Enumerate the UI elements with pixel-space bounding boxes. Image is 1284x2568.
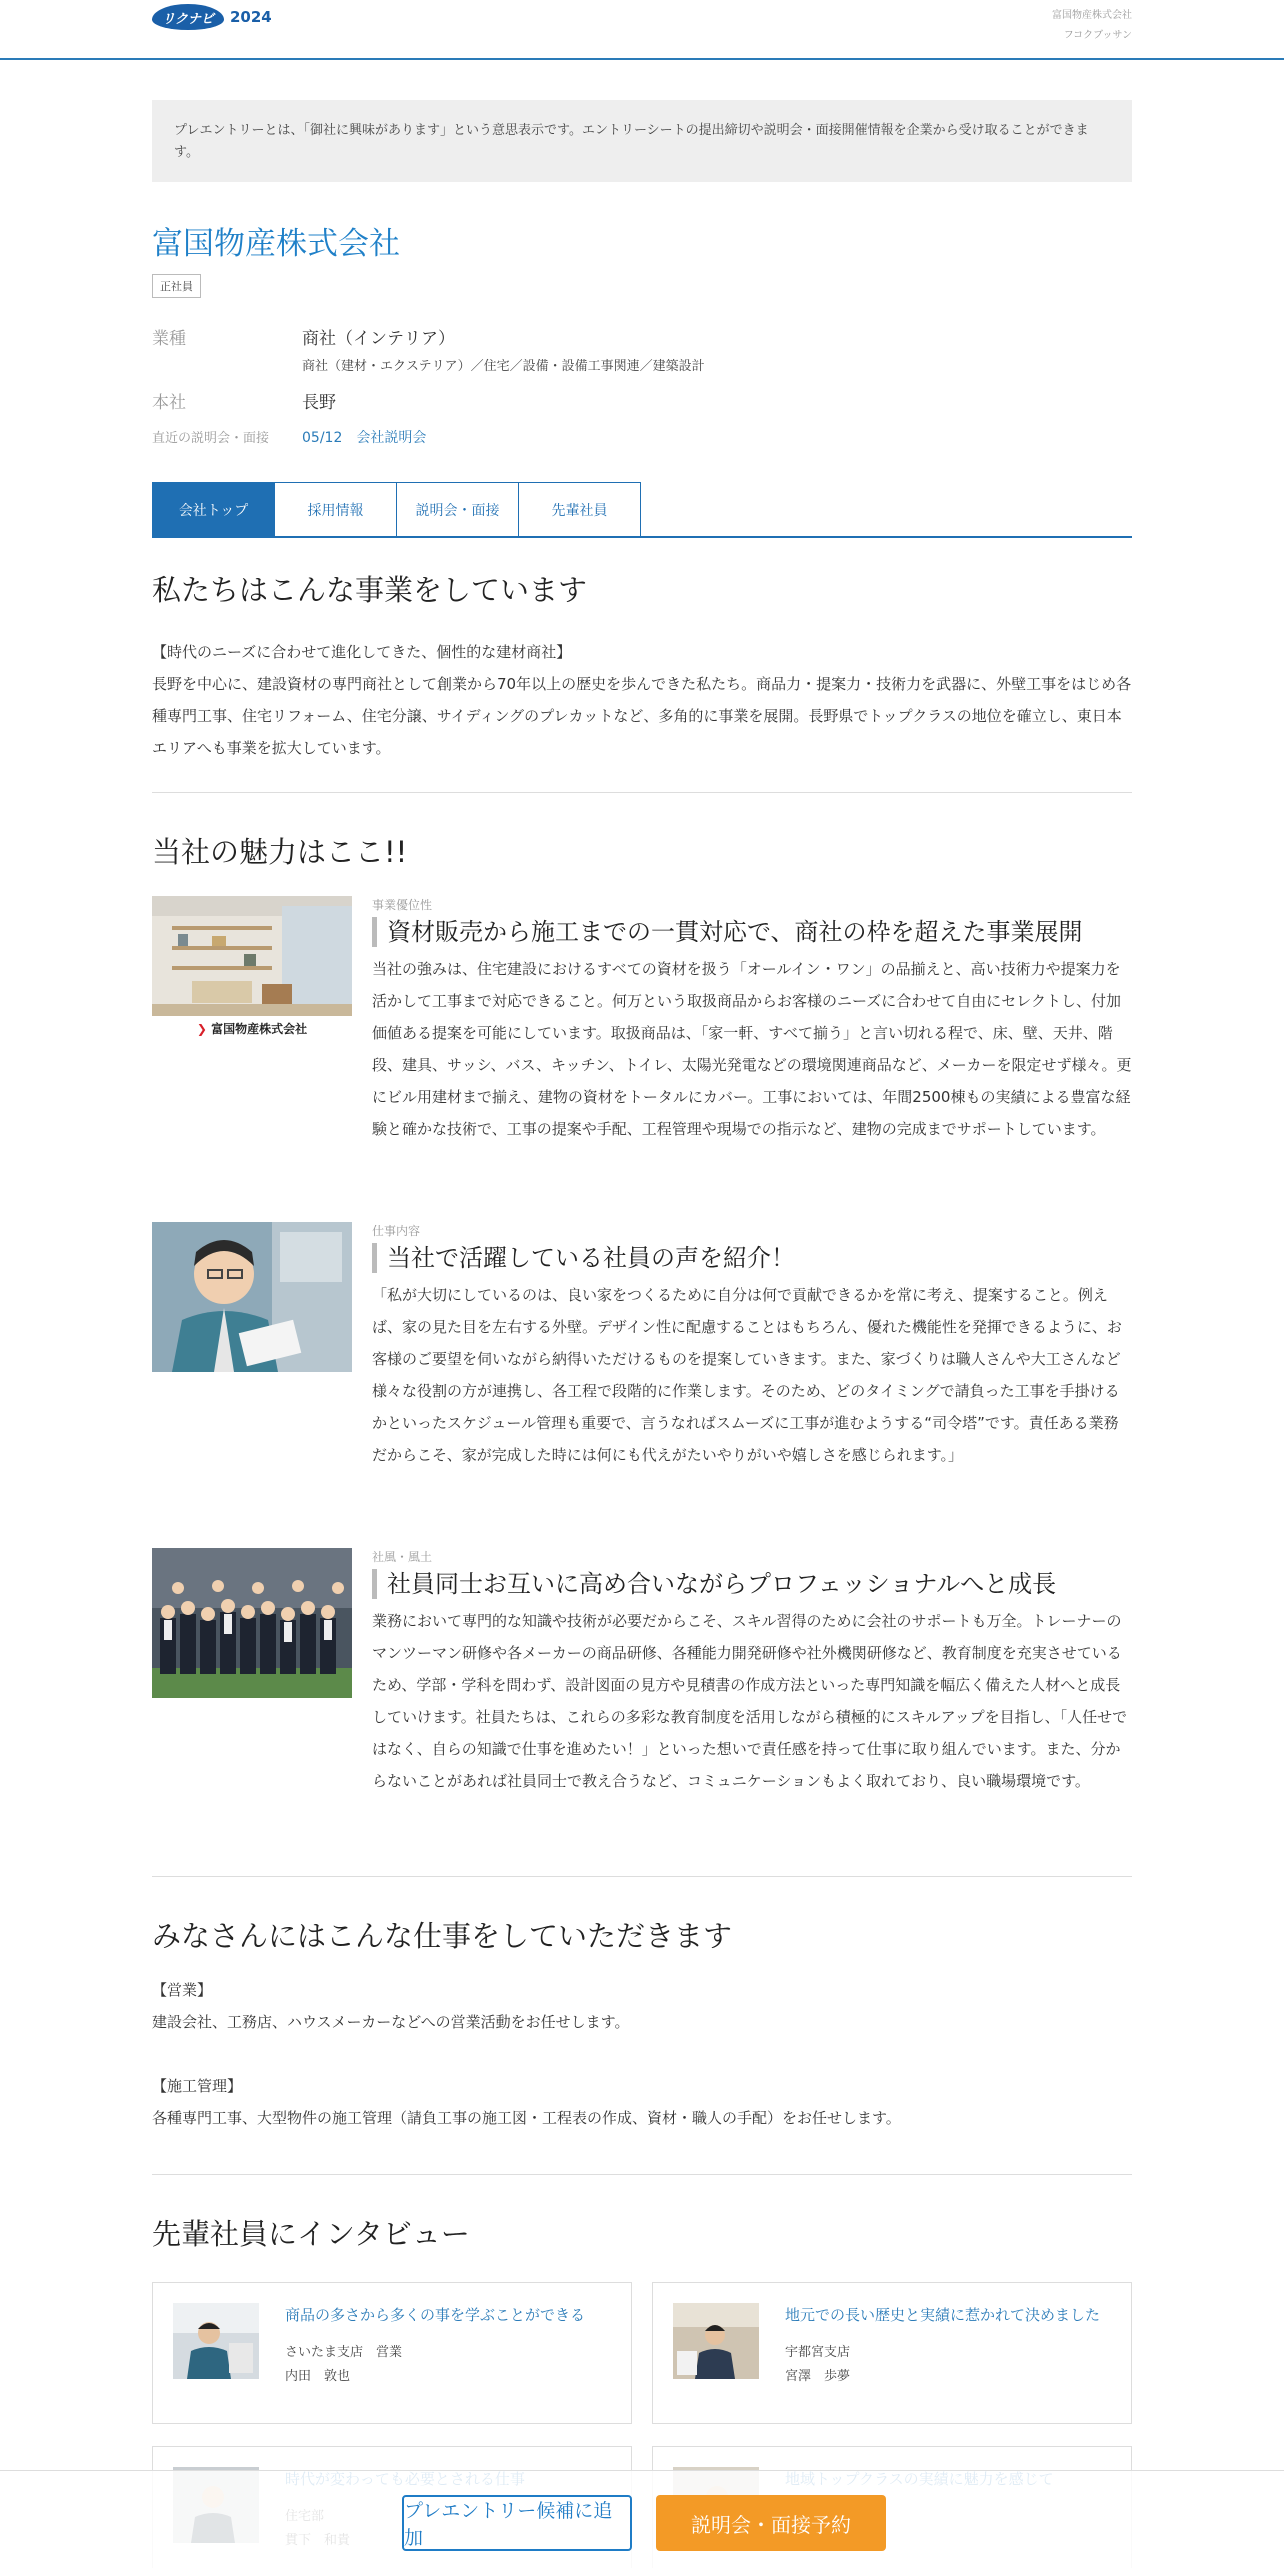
logo-mark: リクナビ	[152, 4, 224, 30]
interview-title: 先輩社員にインタビュー	[152, 2217, 470, 2251]
hq-row	[152, 388, 1132, 413]
company-tabs	[152, 482, 1132, 538]
interview-branch: さいたま支店 営業	[285, 2345, 403, 2360]
event-label: 直近の説明会・面接	[152, 431, 270, 446]
tab-recruit-info[interactable]: 採用情報	[274, 482, 397, 536]
appeal-title: 当社の魅力はここ!!	[152, 835, 408, 869]
work-heading-sales: 【営業】	[152, 1981, 213, 1999]
interview-branch: 宇都宮支店	[785, 2345, 851, 2360]
appeal-category: 社風・風土	[372, 1550, 433, 1564]
interview-card[interactable]	[152, 2282, 632, 2424]
interview-photo	[173, 2303, 259, 2379]
appeal-image-interior	[152, 896, 352, 1046]
work-heading-construction: 【施工管理】	[152, 2077, 243, 2095]
event-row	[152, 427, 1132, 447]
interview-card-title: 地元での長い歴史と実績に惹かれて決めました	[785, 2306, 1101, 2324]
tab-seminar[interactable]: 説明会・面接	[396, 482, 519, 536]
pre-entry-notice: プレエントリーとは、「御社に興味があります」という意思表示です。エントリーシートの提出締切や説明会・面接開催情報を企業から受け取ることができます。	[152, 100, 1132, 182]
badge-wrap	[152, 274, 1132, 298]
header-company-kana: フコクブッサン	[1063, 30, 1132, 41]
appeal-heading: 当社で活躍している社員の声を紹介！	[372, 1243, 1132, 1273]
business-body	[152, 636, 1132, 764]
appeal-text: 業務において専門的な知識や技術が必要だからこそ、スキル習得のために会社のサポートも万全。トレーナーのマンツーマン研修や各メーカーの商品研修、各種能力開発研修や社外機関研修など、教育制度を充実させているため、学部・学科を問わず、設計図面の見方や見積書の作成方法といった専門知識を幅広く備えた人材へと成長していけます。社員たちは、これらの多彩な教育制度を活用しながら積極的にスキルアップを目指し、「人任せではなく、自らの知識で仕事を進めたい！」といった想いで責任感を持って仕事に取り組んでいます。また、分からないことがあれば社員同士で教え合うなど、コミュニケーションもよく取れており、良い職場環境です。	[372, 1612, 1128, 1790]
bottom-action-bar	[0, 2470, 1284, 2568]
appeal-item-2	[152, 1222, 1132, 1471]
event-link[interactable]: 05/12 会社説明会	[302, 430, 427, 446]
appeal-category: 事業優位性	[372, 898, 433, 912]
company-info	[152, 324, 1132, 461]
appeal-text: 「私が大切にしているのは、良い家をつくるために自分は何で貢献できるかを常に考え、提案すること。例えば、家の見た目を左右する外壁。デザイン性に配慮することはもちろん、優れた機能性を発揮できるように、お客様のご要望を伺いながら納得いただけるものを提案していきます。また、家づくりは職人さんや大工さんなど様々な役割の方が連携し、各工程で段階的に作業します。そのため、どのタイミングで請負った工事を手掛けるかといったスケジュール管理も重要で、言うなればスムーズに工事が進むようする“司令塔”です。責任ある業務だからこそ、家が完成した時には何にも代えがたいやりがいや嬉しさを感じられます。」	[372, 1286, 1122, 1464]
business-text: 長野を中心に、建設資材の専門商社として創業から70年以上の歴史を歩んできた私たち。商品力・提案力・技術力を武器に、外壁工事をはじめ各種専門工事、住宅リフォーム、住宅分譲、サイディングのプレカットなど、多角的に事業を展開。長野県でトップクラスの地位を確立し、東日本エリアへも事業を拡大しています。	[152, 675, 1132, 757]
industry-label: 業種	[152, 329, 186, 349]
divider	[152, 792, 1132, 793]
appeal-category: 仕事内容	[372, 1224, 421, 1238]
work-text-sales: 建設会社、工務店、ハウスメーカーなどへの営業活動をお任せします。	[152, 2013, 630, 2031]
appeal-image-group	[152, 1548, 352, 1698]
employment-badge: 正社員	[152, 274, 201, 298]
business-title: 私たちはこんな事業をしています	[152, 573, 588, 607]
hq-label: 本社	[152, 393, 186, 413]
interview-card[interactable]	[652, 2282, 1132, 2424]
tab-company-top[interactable]: 会社トップ	[152, 482, 275, 536]
hq-value: 長野	[302, 393, 336, 413]
header-company-name: 富国物産株式会社	[1052, 10, 1132, 21]
industry-row	[152, 324, 1132, 374]
appeal-heading: 社員同士お互いに高め合いながらプロフェッショナルへと成長	[372, 1569, 1132, 1599]
logo-swoosh-icon: ❯	[196, 1022, 207, 1036]
rikunabi-logo[interactable]	[152, 4, 272, 30]
logo-year: 2024	[230, 8, 272, 26]
work-body	[152, 1974, 1132, 2134]
company-name: 富国物産株式会社	[152, 226, 400, 262]
industry-main: 商社（インテリア）	[302, 329, 455, 349]
site-header	[0, 0, 1284, 60]
appeal-image-employee	[152, 1222, 352, 1372]
interview-photo	[673, 2303, 759, 2379]
industry-sub: 商社（建材・エクステリア）／住宅／設備・設備工事関連／建築設計	[302, 359, 705, 374]
appeal-item-1	[152, 896, 1132, 1145]
appeal-image-logo	[152, 1020, 352, 1037]
business-lead: 【時代のニーズに合わせて進化してきた、個性的な建材商社】	[152, 643, 572, 661]
interview-name: 内田 敦也	[285, 2369, 351, 2384]
divider	[152, 1876, 1132, 1877]
appeal-item-3	[152, 1548, 1132, 1797]
pre-entry-button[interactable]: プレエントリー候補に追加	[402, 2495, 632, 2551]
interview-name: 宮澤 歩夢	[785, 2369, 851, 2384]
appeal-image-caption: 富国物産株式会社	[211, 1022, 308, 1036]
divider	[152, 2174, 1132, 2175]
work-title: みなさんにはこんな仕事をしていただきます	[152, 1919, 733, 1953]
appeal-heading: 資材販売から施工までの一貫対応で、商社の枠を超えた事業展開	[372, 917, 1132, 947]
interview-card-title: 商品の多さから多くの事を学ぶことができる	[285, 2306, 586, 2324]
tab-senior-staff[interactable]: 先輩社員	[518, 482, 641, 536]
work-text-construction: 各種専門工事、大型物件の施工管理（請負工事の施工図・工程表の作成、資材・職人の手配）をお任せします。	[152, 2109, 901, 2127]
header-company-info	[1052, 6, 1132, 46]
seminar-reserve-button[interactable]: 説明会・面接予約	[656, 2495, 886, 2551]
appeal-text: 当社の強みは、住宅建設におけるすべての資材を扱う「オールイン・ワン」の品揃えと、高い技術力や提案力を活かして工事まで対応できること。何万という取扱商品からお客様のニーズに合わせて自由にセレクトし、付加価値ある提案を可能にしています。取扱商品は、「家一軒、すべて揃う」と言い切れる程で、床、壁、天井、階段、建具、サッシ、バス、キッチン、トイレ、太陽光発電などの環境関連商品など、メーカーを限定せず様々。更にビル用建材まで揃え、建物の資材をトータルにカバー。工事においては、年間2500棟もの実績による豊富な経験と確かな技術で、工事の提案や手配、工程管理や現場での指示など、建物の完成までサポートしています。	[372, 960, 1132, 1138]
